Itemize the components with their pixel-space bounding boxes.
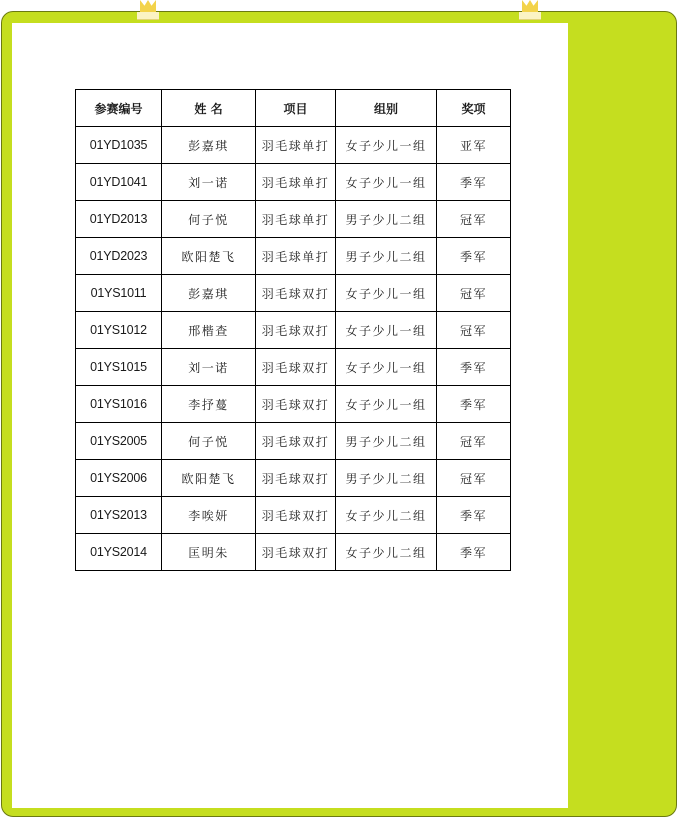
event-cell: 羽毛球双打 [256, 423, 336, 460]
table-body [76, 127, 511, 571]
award-cell: 季军 [437, 164, 511, 201]
event-cell: 羽毛球双打 [256, 312, 336, 349]
group-cell: 男子少儿二组 [336, 201, 437, 238]
event-cell: 羽毛球单打 [256, 127, 336, 164]
table-row [76, 460, 511, 497]
group-cell: 男子少儿二组 [336, 460, 437, 497]
award-cell: 冠军 [437, 275, 511, 312]
name-cell: 邢楷查 [162, 312, 256, 349]
name-cell: 欧阳楚飞 [162, 238, 256, 275]
table-row [76, 312, 511, 349]
table-row [76, 386, 511, 423]
name-cell: 欧阳楚飞 [162, 460, 256, 497]
entry-number-cell: 01YS2013 [76, 497, 162, 534]
entry-number-cell: 01YD2013 [76, 201, 162, 238]
table-row [76, 164, 511, 201]
award-cell: 季军 [437, 238, 511, 275]
name-cell: 彭嘉琪 [162, 127, 256, 164]
event-cell: 羽毛球双打 [256, 534, 336, 571]
award-cell: 冠军 [437, 460, 511, 497]
entry-number-cell: 01YD1041 [76, 164, 162, 201]
award-cell: 冠军 [437, 423, 511, 460]
group-cell: 女子少儿一组 [336, 127, 437, 164]
entry-number-cell: 01YS1015 [76, 349, 162, 386]
table-row [76, 423, 511, 460]
name-cell: 刘一诺 [162, 164, 256, 201]
table-row [76, 497, 511, 534]
event-cell: 羽毛球双打 [256, 386, 336, 423]
results-table [75, 89, 511, 571]
event-cell: 羽毛球双打 [256, 497, 336, 534]
entry-number-cell: 01YS1011 [76, 275, 162, 312]
award-cell: 冠军 [437, 312, 511, 349]
entry-number-cell: 01YS2005 [76, 423, 162, 460]
award-cell: 季军 [437, 534, 511, 571]
entry-number-cell: 01YS1016 [76, 386, 162, 423]
group-cell: 男子少儿二组 [336, 238, 437, 275]
header-group: 组别 [336, 90, 437, 127]
name-cell: 刘一诺 [162, 349, 256, 386]
group-cell: 女子少儿一组 [336, 386, 437, 423]
table-row [76, 534, 511, 571]
event-cell: 羽毛球单打 [256, 238, 336, 275]
table-row [76, 275, 511, 312]
table-row [76, 127, 511, 164]
award-cell: 季军 [437, 386, 511, 423]
table-header-row [76, 90, 511, 127]
name-cell: 何子悦 [162, 423, 256, 460]
name-cell: 李唉妍 [162, 497, 256, 534]
table-row [76, 201, 511, 238]
award-cell: 季军 [437, 497, 511, 534]
group-cell: 女子少儿二组 [336, 534, 437, 571]
group-cell: 男子少儿二组 [336, 423, 437, 460]
header-entry-number: 参赛编号 [76, 90, 162, 127]
event-cell: 羽毛球双打 [256, 460, 336, 497]
group-cell: 女子少儿一组 [336, 275, 437, 312]
award-cell: 亚军 [437, 127, 511, 164]
award-cell: 冠军 [437, 201, 511, 238]
entry-number-cell: 01YS1012 [76, 312, 162, 349]
document-page [12, 23, 568, 808]
binder-clip-right-icon [519, 0, 541, 20]
binder-clip-left-icon [137, 0, 159, 20]
award-cell: 季军 [437, 349, 511, 386]
event-cell: 羽毛球单打 [256, 201, 336, 238]
group-cell: 女子少儿二组 [336, 497, 437, 534]
name-cell: 彭嘉琪 [162, 275, 256, 312]
header-event: 项目 [256, 90, 336, 127]
table-row [76, 349, 511, 386]
entry-number-cell: 01YD1035 [76, 127, 162, 164]
event-cell: 羽毛球单打 [256, 164, 336, 201]
header-award: 奖项 [437, 90, 511, 127]
group-cell: 女子少儿一组 [336, 164, 437, 201]
name-cell: 匡明朱 [162, 534, 256, 571]
header-name: 姓 名 [162, 90, 256, 127]
entry-number-cell: 01YS2006 [76, 460, 162, 497]
group-cell: 女子少儿一组 [336, 349, 437, 386]
entry-number-cell: 01YD2023 [76, 238, 162, 275]
name-cell: 李抒蔓 [162, 386, 256, 423]
event-cell: 羽毛球双打 [256, 349, 336, 386]
event-cell: 羽毛球双打 [256, 275, 336, 312]
table-row [76, 238, 511, 275]
group-cell: 女子少儿一组 [336, 312, 437, 349]
name-cell: 何子悦 [162, 201, 256, 238]
entry-number-cell: 01YS2014 [76, 534, 162, 571]
